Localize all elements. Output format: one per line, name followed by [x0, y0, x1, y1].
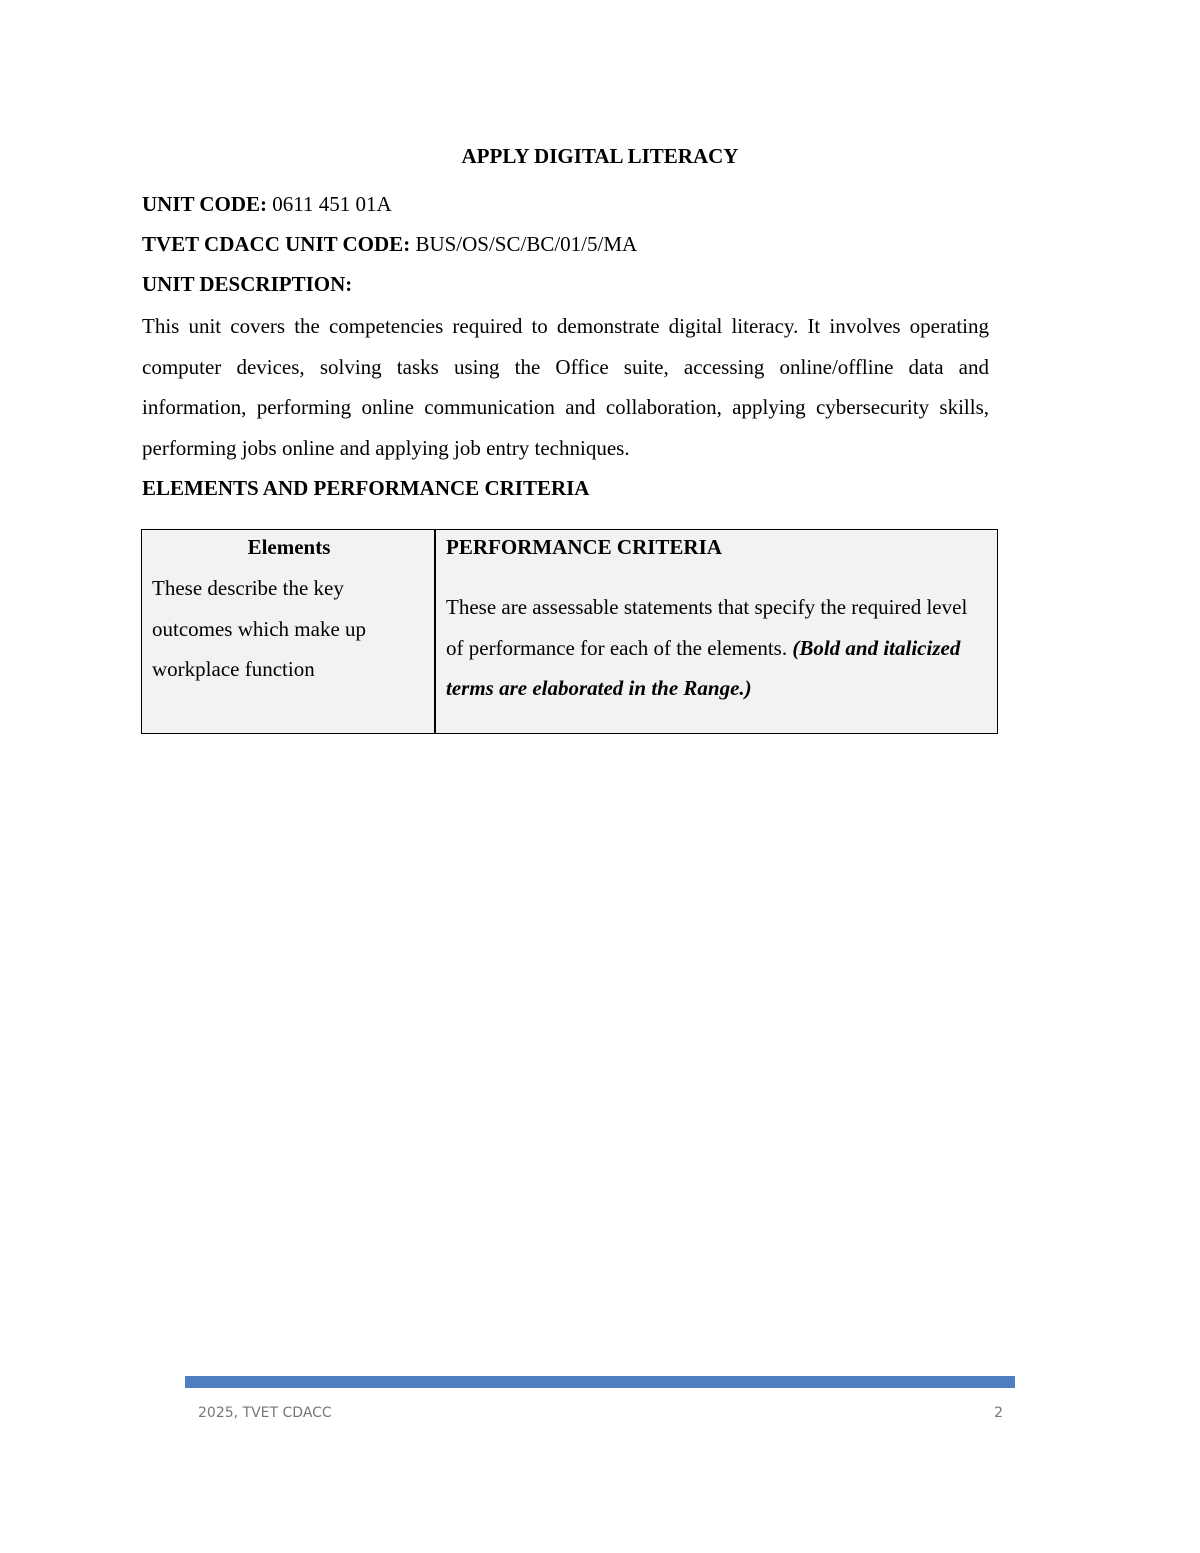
- unit-code-line: [142, 189, 392, 219]
- elements-description: These describe the key outcomes which make up workplace function: [152, 576, 367, 681]
- elements-header: Elements: [247, 535, 331, 559]
- unit-description-line: [142, 269, 352, 299]
- document-title: APPLY DIGITAL LITERACY: [461, 144, 739, 168]
- tvet-code-label: TVET CDACC UNIT CODE:: [142, 232, 411, 256]
- criteria-column: [436, 530, 997, 733]
- elements-column: [142, 530, 436, 733]
- footer-copyright: 2025, TVET CDACC: [198, 1405, 332, 1421]
- criteria-note: (Bold and italicized terms are elaborated in the Range.): [446, 635, 961, 700]
- unit-code-value: 0611 451 01A: [267, 192, 392, 216]
- unit-description-label: UNIT DESCRIPTION:: [142, 272, 353, 296]
- tvet-code-line: [142, 229, 637, 259]
- criteria-text: These are assessable statements that specify the required level of performance for each of the elements.: [446, 595, 968, 660]
- elements-criteria-table: [141, 529, 998, 734]
- unit-description-text: This unit covers the competencies required to demonstrate digital literacy. It involves operating computer devices, solving tasks using the Office suite, accessing online/offline data and information, performing online communication and collaboration, applying cybersecurity skills, performing jobs online and applying job entry techniques.: [142, 314, 989, 460]
- criteria-header: PERFORMANCE CRITERIA: [446, 535, 722, 559]
- criteria-description: [446, 587, 989, 709]
- tvet-code-value: BUS/OS/SC/BC/01/5/MA: [410, 232, 638, 256]
- footer-bar: [185, 1376, 1015, 1388]
- unit-code-label: UNIT CODE:: [142, 192, 268, 216]
- section-heading: ELEMENTS AND PERFORMANCE CRITERIA: [142, 476, 590, 500]
- page-number: 2: [994, 1405, 1003, 1421]
